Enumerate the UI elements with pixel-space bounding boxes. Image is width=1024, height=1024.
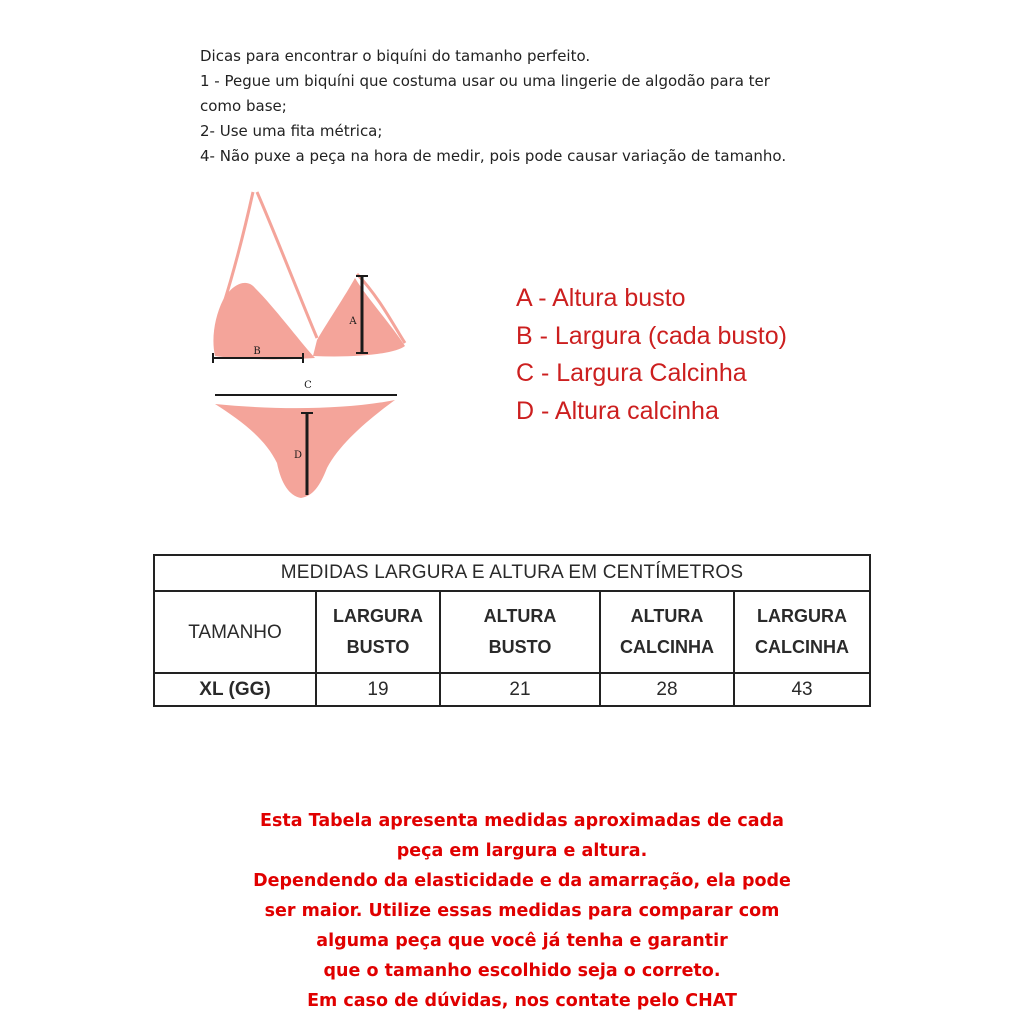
note-line: ser maior. Utilize essas medidas para comparar com — [264, 901, 780, 921]
tip-line: 2- Use uma fita métrica; — [200, 122, 383, 140]
value-cell: 28 — [600, 673, 734, 706]
note-line: alguma peça que você já tenha e garantir — [316, 931, 728, 951]
note-line: Esta Tabela apresenta medidas aproximadas de cada — [260, 811, 784, 831]
bikini-cup-right — [313, 278, 405, 357]
disclaimer-note — [212, 806, 832, 1016]
tip-line: 1 - Pegue um biquíni que costuma usar ou uma lingerie de algodão para ter — [200, 72, 770, 90]
legend-item: A - Altura busto — [516, 284, 686, 312]
measure-label-c: C — [304, 380, 312, 391]
note-line: que o tamanho escolhido seja o correto. — [323, 961, 721, 981]
value-cell: 21 — [440, 673, 600, 706]
tips-heading: Dicas para encontrar o biquíni do tamanho perfeito. — [200, 47, 591, 65]
column-header: LARGURA BUSTO — [316, 591, 440, 673]
measuring-tips — [200, 44, 900, 169]
note-line: peça em largura e altura. — [396, 841, 648, 861]
value-cell: 43 — [734, 673, 870, 706]
legend-item: B - Largura (cada busto) — [516, 321, 787, 350]
measure-label-a: A — [349, 316, 357, 327]
legend-item: C - Largura Calcinha — [516, 359, 747, 387]
tip-line: 4- Não puxe a peça na hora de medir, pois pode causar variação de tamanho. — [200, 147, 787, 165]
tip-line: como base; — [200, 97, 287, 115]
measure-label-b: B — [253, 346, 261, 357]
column-header: ALTURA CALCINHA — [600, 591, 734, 673]
table-row — [154, 673, 870, 706]
column-header: LARGURA CALCINHA — [734, 591, 870, 673]
size-table — [153, 554, 871, 707]
note-line: Em caso de dúvidas, nos contate pelo CHAT — [307, 991, 737, 1011]
legend-item: D - Altura calcinha — [516, 396, 719, 425]
value-cell: 19 — [316, 673, 440, 706]
table-header-row — [154, 591, 870, 673]
column-header-size: TAMANHO — [154, 591, 316, 673]
note-line: Dependendo da elasticidade e da amarração, ela pode — [253, 871, 791, 891]
size-cell: XL (GG) — [154, 673, 316, 706]
table-title: MEDIDAS LARGURA E ALTURA EM CENTÍMETROS — [154, 555, 870, 591]
column-header: ALTURA BUSTO — [440, 591, 600, 673]
bikini-bottom — [215, 400, 395, 498]
measure-label-d: D — [293, 450, 303, 461]
measurement-legend — [516, 280, 787, 430]
bikini-measurement-diagram — [205, 188, 415, 508]
